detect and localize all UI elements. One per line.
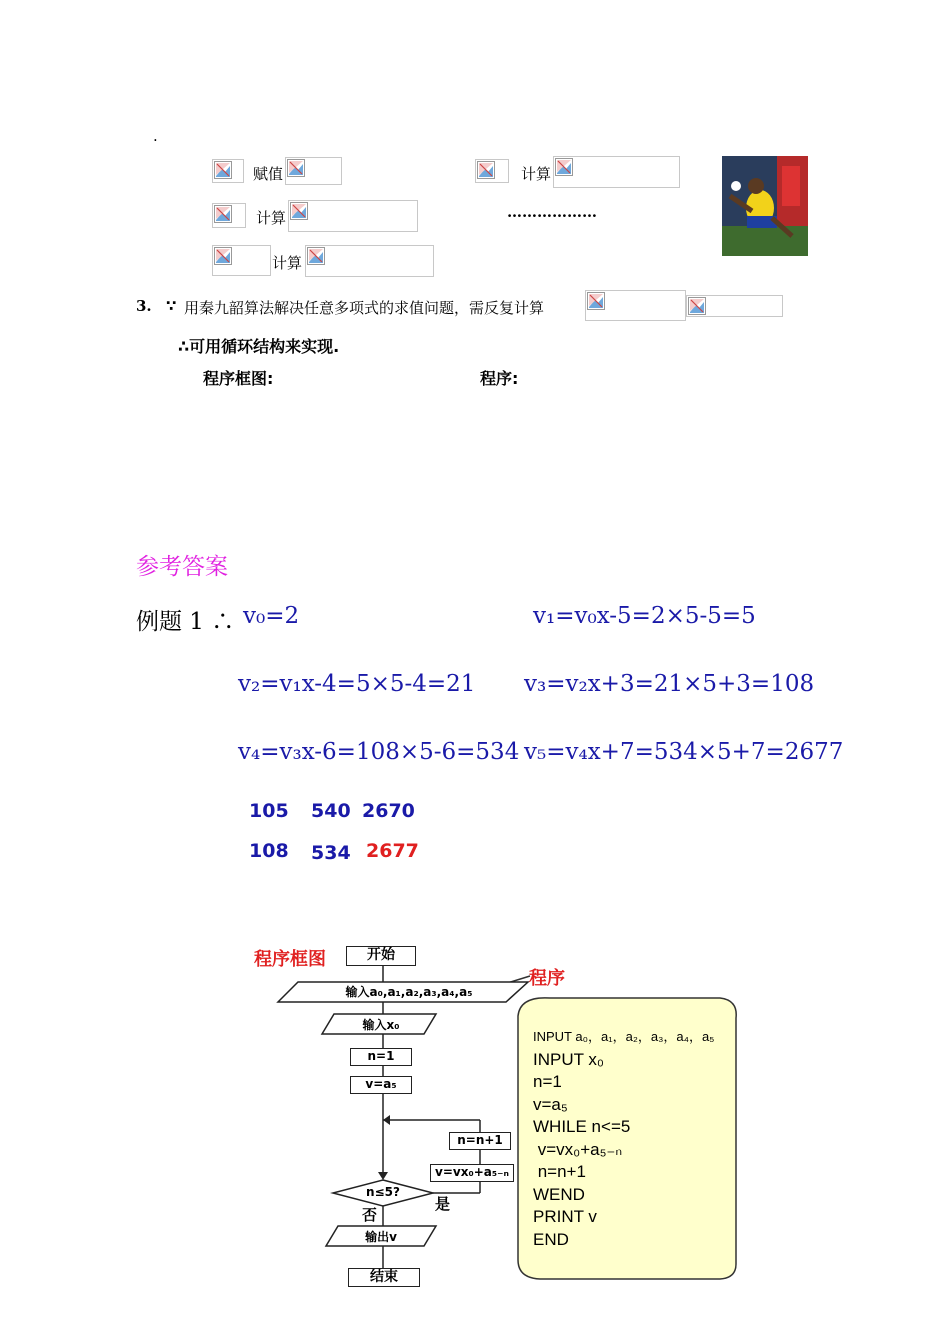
broken-image-icon xyxy=(212,245,271,276)
code-line: n=n+1 xyxy=(533,1162,586,1181)
soccer-photo xyxy=(722,156,808,256)
eq-v0: v₀=2 xyxy=(243,603,300,629)
code-line: WEND xyxy=(533,1184,585,1204)
label-compute-2: 计算 xyxy=(256,209,287,227)
because-symbol: ∵ xyxy=(166,297,177,315)
flowchart-figure xyxy=(250,938,750,1288)
broken-image-icon xyxy=(288,200,418,232)
table-cell: 2670 xyxy=(362,800,415,822)
eq-v5: v₅=v₄x+7=534×5+7=2677 xyxy=(524,739,844,765)
n-inc-box: n=n+1 xyxy=(449,1132,511,1150)
code-line: INPUT x₀ xyxy=(533,1049,604,1069)
broken-image-icon xyxy=(212,203,246,228)
code-line: PRINT v xyxy=(533,1207,597,1226)
code-line: v=a₅ xyxy=(533,1094,568,1114)
table-cell-highlight: 2677 xyxy=(366,840,419,862)
code-line: WHILE n<=5 xyxy=(533,1117,631,1136)
stray-dot: . xyxy=(153,127,158,145)
broken-image-icon xyxy=(285,157,342,185)
input-a-text: 输入a₀,a₁,a₂,a₃,a₄,a₅ xyxy=(345,985,473,999)
output-text: 输出v xyxy=(365,1230,397,1244)
n-init-box: n=1 xyxy=(350,1048,412,1066)
example-prefix: 例题 1 ∴ xyxy=(136,609,235,635)
label-assign: 赋值 xyxy=(253,165,284,183)
broken-image-icon xyxy=(475,159,509,183)
v-update-box: v=vx₀+a₅₋ₙ xyxy=(430,1164,514,1182)
table-cell: 540 xyxy=(311,800,351,822)
start-terminal: 开始 xyxy=(346,946,416,966)
table-cell: 534 xyxy=(311,842,351,864)
answer-heading: 参考答案 xyxy=(136,554,228,580)
code-line: v=vx₀+a₅₋ₙ xyxy=(533,1139,623,1159)
program-code xyxy=(533,1026,733,1251)
ellipsis: ……………… xyxy=(507,203,597,221)
input-x-text: 输入x₀ xyxy=(362,1018,400,1032)
code-line: INPUT a₀，a₁，a₂，a₃，a₄，a₅ xyxy=(533,1029,715,1044)
eq-v1: v₁=v₀x-5=2×5-5=5 xyxy=(533,603,756,629)
label-compute-3: 计算 xyxy=(272,254,303,272)
broken-image-icon xyxy=(585,290,686,321)
yes-label: 是 xyxy=(435,1195,451,1213)
program-label: 程序: xyxy=(480,369,519,388)
item3-text: 用秦九韶算法解决任意多项式的求值问题，需反复计算 xyxy=(184,299,545,317)
condition-text: n≤5? xyxy=(366,1185,400,1199)
table-cell: 108 xyxy=(249,840,289,862)
flowchart-title: 程序框图 xyxy=(254,949,326,970)
v-init-box: v=a₅ xyxy=(350,1076,412,1094)
broken-image-icon xyxy=(305,245,434,277)
program-title: 程序 xyxy=(529,968,565,989)
no-label: 否 xyxy=(362,1206,378,1224)
flowchart-label: 程序框图: xyxy=(203,369,274,388)
code-line: END xyxy=(533,1229,569,1249)
eq-v4: v₄=v₃x-6=108×5-6=534 xyxy=(238,739,520,765)
broken-image-icon xyxy=(686,295,783,317)
item-number: 3. xyxy=(136,297,152,315)
broken-image-icon xyxy=(212,159,244,183)
table-cell: 105 xyxy=(249,800,289,822)
broken-image-icon xyxy=(553,156,680,188)
eq-v3: v₃=v₂x+3=21×5+3=108 xyxy=(524,671,815,697)
eq-v2: v₂=v₁x-4=5×5-4=21 xyxy=(238,671,476,697)
code-line: n=1 xyxy=(533,1072,562,1091)
end-terminal: 结束 xyxy=(348,1268,420,1287)
label-compute: 计算 xyxy=(521,165,552,183)
therefore-line: ∴可用循环结构来实现. xyxy=(178,337,340,356)
